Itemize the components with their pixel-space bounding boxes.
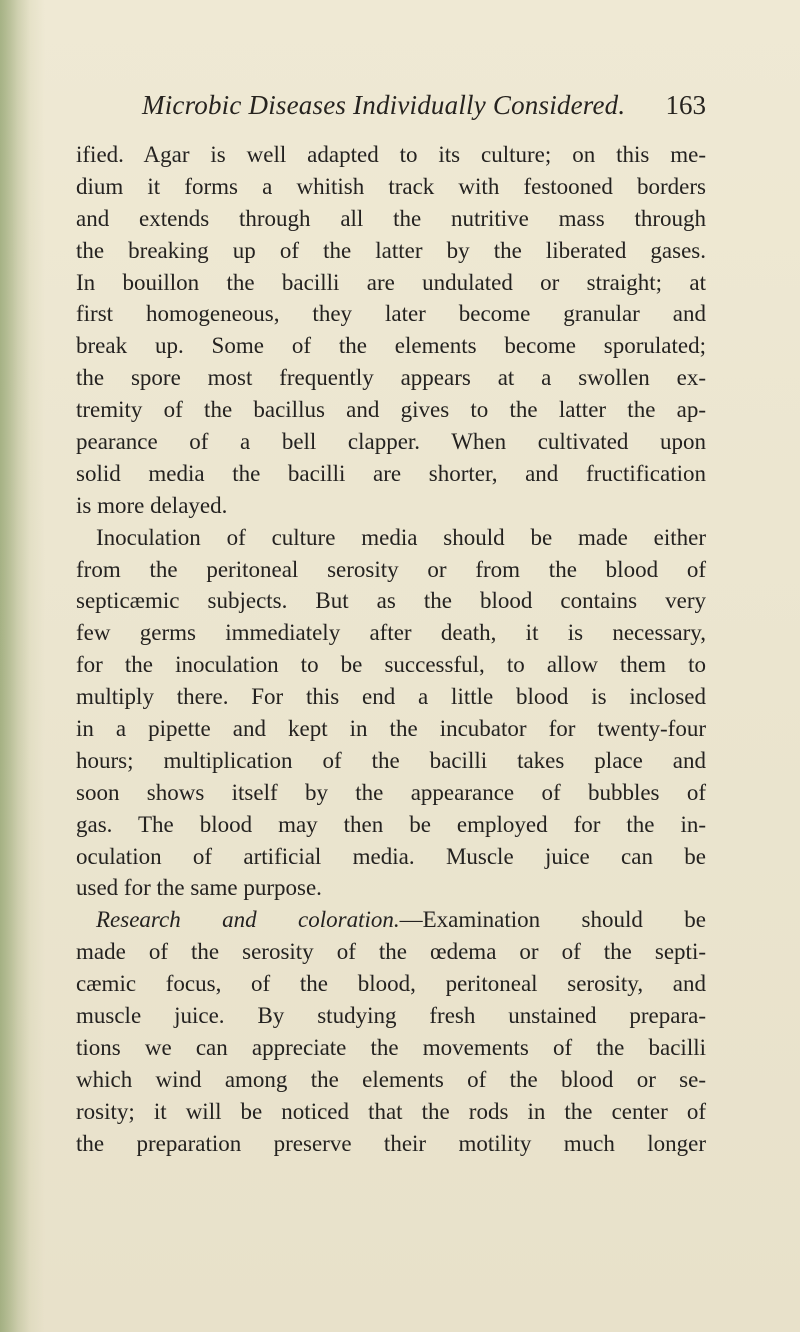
text-line: and extends through all the nutritive mass through	[76, 205, 706, 231]
text-line: ified. Agar is well adapted to its culture; on this me-	[76, 142, 706, 167]
text-line: multiply there. For this end a little blood is inclosed	[76, 684, 706, 710]
text-line: In bouillon the bacilli are undulated or straight; at	[76, 269, 706, 295]
text-line: hours; multiplication of the bacilli takes place and	[76, 747, 706, 773]
text-line: the preparation preserve their motility much longer	[76, 1130, 706, 1156]
text-line: solid media the bacilli are shorter, and fructification	[76, 460, 706, 486]
page-number: 163	[665, 90, 706, 120]
text-line: oculation of artificial media. Muscle juice can be	[76, 843, 706, 869]
text-line: used for the same purpose.	[76, 875, 322, 901]
text-line: septicæmic subjects. But as the blood contains very	[76, 588, 706, 614]
text-line: tremity of the bacillus and gives to the latter the ap-	[76, 397, 706, 423]
text-line: first homogeneous, they later become granular and	[76, 301, 706, 327]
text-line: pearance of a bell clapper. When cultivated upon	[76, 429, 706, 455]
section-heading-line	[76, 904, 706, 936]
running-head	[100, 90, 706, 126]
paragraph-start-line: Inoculation of culture media should be made either	[96, 524, 706, 550]
text-line: tions we can appreciate the movements of the bacilli	[76, 1034, 706, 1060]
text-line: dium it forms a whitish track with festooned borders	[76, 173, 706, 199]
text-line: the breaking up of the latter by the liberated gases.	[76, 237, 706, 263]
section-heading: Research and coloration.	[96, 907, 400, 933]
text-line: muscle juice. By studying fresh unstained prepara-	[76, 1003, 706, 1029]
text-line: rosity; it will be noticed that the rods in the center of	[76, 1098, 706, 1124]
text-line: the spore most frequently appears at a swollen ex-	[76, 365, 706, 391]
text-line: break up. Some of the elements become sporulated;	[76, 333, 706, 359]
text-line: is more delayed.	[76, 492, 228, 518]
text-line: gas. The blood may then be employed for the in-	[76, 811, 706, 837]
text-line: for the inoculation to be successful, to allow them to	[76, 652, 706, 678]
text-line: few germs immediately after death, it is necessary,	[76, 620, 706, 646]
text-line: cæmic focus, of the blood, peritoneal serosity, and	[76, 971, 706, 997]
text-line: in a pipette and kept in the incubator for twenty-four	[76, 716, 706, 742]
text-line: which wind among the elements of the blood or se-	[76, 1066, 706, 1092]
body-text	[76, 139, 706, 1160]
running-title: Microbic Diseases Individually Considered.	[142, 90, 626, 120]
text-line: soon shows itself by the appearance of bubbles of	[76, 779, 706, 805]
text-line: made of the serosity of the œdema or of the septi-	[76, 939, 706, 965]
text-line: from the peritoneal serosity or from the blood of	[76, 556, 706, 582]
binding-edge	[0, 0, 30, 1332]
section-heading-text: —Examination should be	[399, 907, 706, 933]
